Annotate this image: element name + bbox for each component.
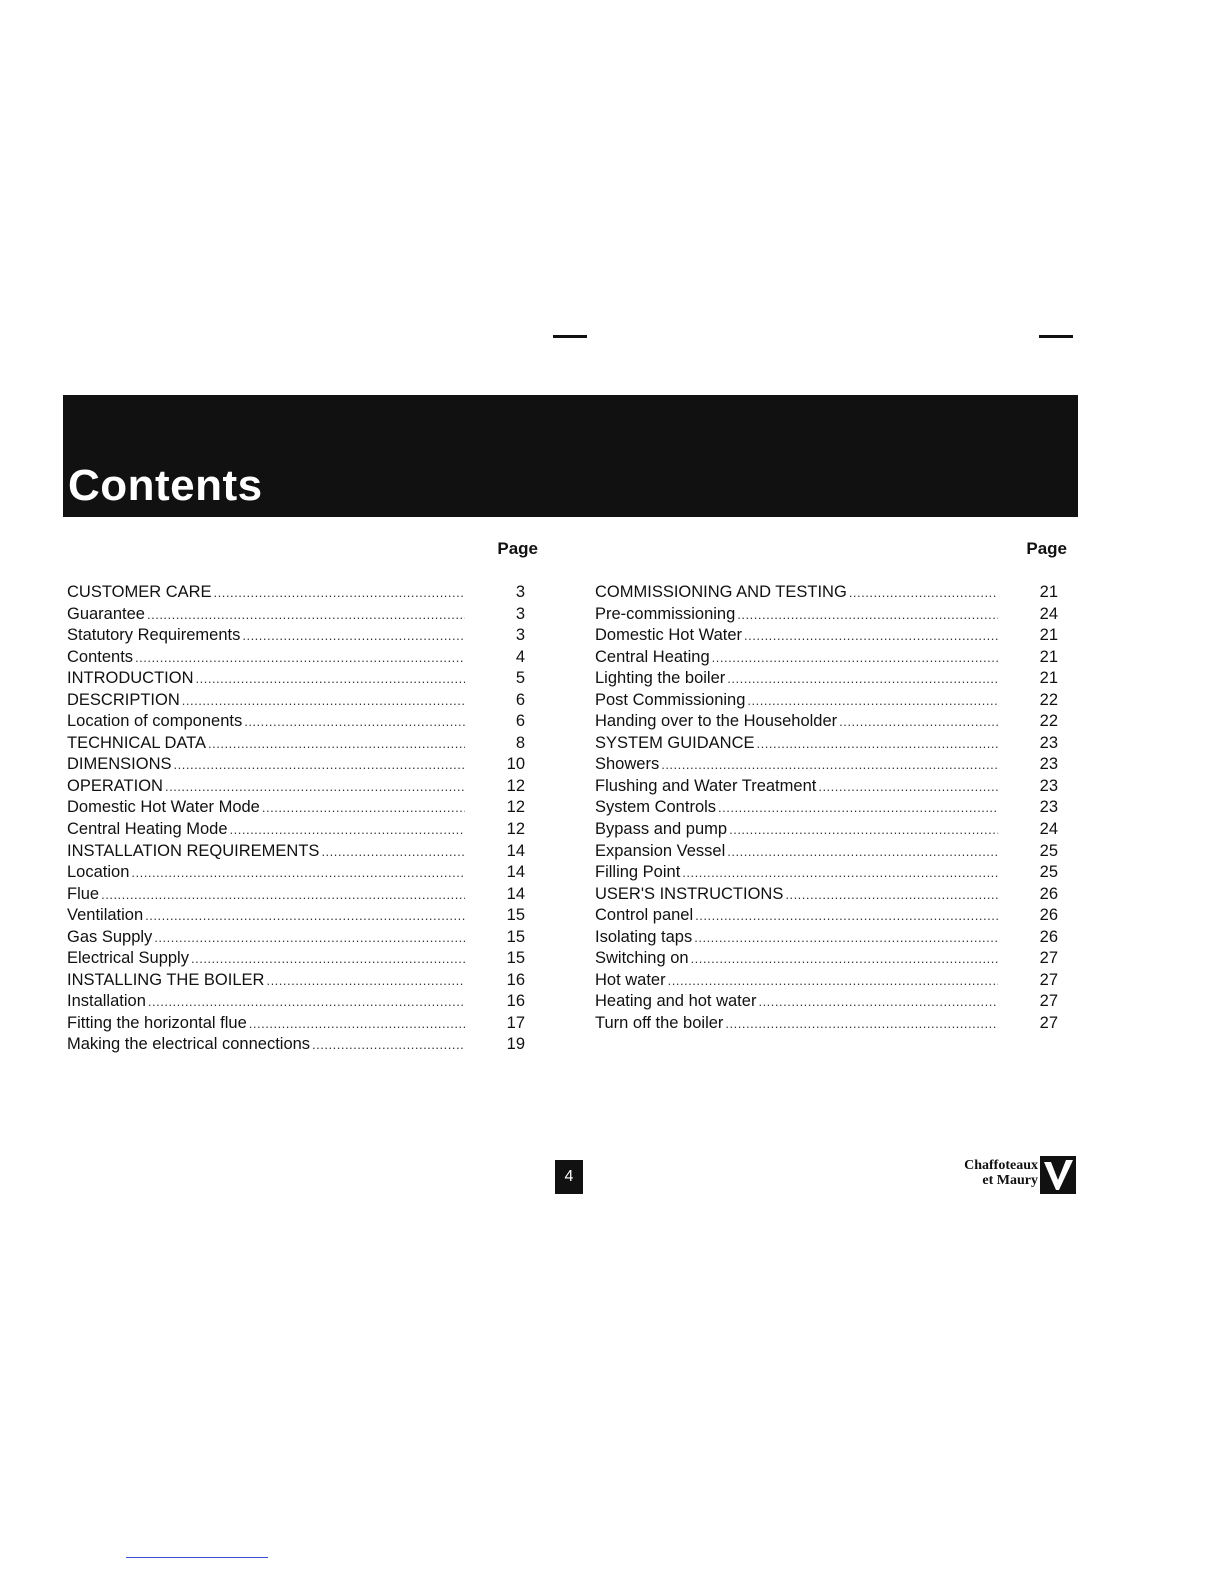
toc-entry-title: USER'S INSTRUCTIONS	[595, 884, 784, 903]
toc-entry-page: 25	[1039, 863, 1058, 882]
page-mark-left	[553, 335, 587, 338]
dot-leader	[244, 711, 465, 733]
toc-entry-title: Domestic Hot Water Mode	[67, 798, 260, 817]
toc-entry[interactable]	[595, 819, 1058, 841]
toc-entry-title: Flushing and Water Treatment	[595, 776, 817, 795]
toc-entry[interactable]	[595, 754, 1058, 776]
toc-entry[interactable]	[595, 991, 1058, 1013]
toc-entry[interactable]	[595, 625, 1058, 647]
dot-leader	[145, 905, 465, 927]
toc-entry-page: 10	[506, 755, 525, 774]
toc-entry-page: 6	[515, 712, 525, 731]
dot-leader	[661, 754, 998, 776]
toc-entry-page: 12	[506, 776, 525, 795]
toc-left-column	[67, 582, 525, 1056]
v-check-logo-icon	[1040, 1156, 1076, 1194]
toc-right-column	[595, 582, 1058, 1034]
toc-entry-title: Post Commissioning	[595, 690, 746, 709]
toc-entry[interactable]	[595, 797, 1058, 819]
toc-entry[interactable]	[67, 841, 525, 863]
toc-entry[interactable]	[67, 604, 525, 626]
toc-entry-title: Central Heating Mode	[67, 820, 228, 839]
toc-entry-title: Ventilation	[67, 906, 144, 925]
toc-entry-title: Showers	[595, 755, 660, 774]
toc-entry-page: 14	[506, 841, 525, 860]
dot-leader	[249, 1013, 465, 1035]
toc-entry-page: 16	[506, 970, 525, 989]
dot-leader	[230, 819, 465, 841]
toc-entry[interactable]	[595, 668, 1058, 690]
toc-entry-page: 14	[506, 863, 525, 882]
toc-entry-page: 24	[1039, 820, 1058, 839]
dot-leader	[165, 776, 465, 798]
logo-text-line1: Chaffoteaux	[964, 1158, 1038, 1173]
toc-entry-title: Pre-commissioning	[595, 604, 736, 623]
toc-entry[interactable]	[67, 711, 525, 733]
toc-entry[interactable]	[595, 647, 1058, 669]
dot-leader	[214, 582, 465, 604]
dot-leader	[737, 604, 998, 626]
dot-leader	[148, 991, 465, 1013]
toc-entry-title: INSTALLING THE BOILER	[67, 970, 265, 989]
toc-entry-title: Guarantee	[67, 604, 145, 623]
toc-entry-page: 21	[1039, 647, 1058, 666]
toc-entry[interactable]	[67, 797, 525, 819]
toc-entry-page: 25	[1039, 841, 1058, 860]
toc-entry-title: Installation	[67, 992, 146, 1011]
dot-leader	[849, 582, 998, 604]
toc-entry-title: TECHNICAL DATA	[67, 733, 207, 752]
toc-entry-title: Control panel	[595, 906, 694, 925]
logo-text-line2: et Maury	[982, 1173, 1038, 1188]
toc-entry-title: Domestic Hot Water	[595, 626, 743, 645]
toc-entry-page: 15	[506, 906, 525, 925]
toc-entry[interactable]	[67, 991, 525, 1013]
toc-entry-title: Location of components	[67, 712, 243, 731]
toc-entry-page: 23	[1039, 798, 1058, 817]
dot-leader	[757, 733, 998, 755]
toc-entry[interactable]	[595, 711, 1058, 733]
toc-entry-title: Flue	[67, 884, 100, 903]
toc-entry-page: 23	[1039, 755, 1058, 774]
toc-entry-page: 22	[1039, 690, 1058, 709]
toc-entry-page: 27	[1039, 992, 1058, 1011]
page-number: 4	[555, 1160, 583, 1194]
toc-entry-page: 4	[515, 647, 525, 666]
dot-leader	[691, 948, 998, 970]
dot-leader	[718, 797, 998, 819]
toc-entry[interactable]	[67, 668, 525, 690]
toc-entry-title: Lighting the boiler	[595, 669, 726, 688]
toc-entry-page: 22	[1039, 712, 1058, 731]
toc-entry-page: 12	[506, 798, 525, 817]
dot-leader	[208, 733, 465, 755]
toc-entry[interactable]	[67, 776, 525, 798]
dot-leader	[695, 905, 998, 927]
dot-leader	[682, 862, 998, 884]
dot-leader	[321, 841, 465, 863]
dot-leader	[747, 690, 998, 712]
toc-entry-page: 15	[506, 927, 525, 946]
toc-entry-page: 21	[1039, 626, 1058, 645]
dot-leader	[729, 819, 998, 841]
toc-entry-page: 8	[515, 733, 525, 752]
toc-entry-title: Isolating taps	[595, 927, 693, 946]
toc-entry-page: 3	[515, 604, 525, 623]
toc-entry-page: 24	[1039, 604, 1058, 623]
toc-entry[interactable]	[67, 690, 525, 712]
toc-entry-page: 27	[1039, 970, 1058, 989]
toc-entry[interactable]	[595, 927, 1058, 949]
dot-leader	[131, 862, 465, 884]
toc-entry[interactable]	[67, 948, 525, 970]
toc-entry-title: Expansion Vessel	[595, 841, 726, 860]
toc-entry-title: INSTALLATION REQUIREMENTS	[67, 841, 320, 860]
toc-entry[interactable]	[67, 862, 525, 884]
toc-entry-page: 26	[1039, 906, 1058, 925]
toc-entry[interactable]	[67, 884, 525, 906]
toc-entry[interactable]	[67, 582, 525, 604]
toc-entry-page: 26	[1039, 927, 1058, 946]
toc-entry-title: Central Heating	[595, 647, 710, 666]
toc-entry-page: 16	[506, 992, 525, 1011]
dot-leader	[135, 647, 465, 669]
page-mark-right	[1039, 335, 1073, 338]
toc-entry[interactable]	[67, 970, 525, 992]
toc-entry-title: Turn off the boiler	[595, 1013, 724, 1032]
toc-entry[interactable]	[595, 733, 1058, 755]
dot-leader	[818, 776, 998, 798]
toc-entry-page: 21	[1039, 669, 1058, 688]
toc-entry-title: Contents	[67, 647, 134, 666]
brand-logo	[940, 1156, 1076, 1196]
toc-entry[interactable]	[67, 625, 525, 647]
toc-entry-page: 27	[1039, 1013, 1058, 1032]
toc-entry[interactable]	[595, 862, 1058, 884]
dot-leader	[147, 604, 465, 626]
dot-leader	[725, 1013, 998, 1035]
dot-leader	[694, 927, 998, 949]
toc-entry-page: 19	[506, 1035, 525, 1054]
toc-entry[interactable]	[67, 819, 525, 841]
dot-leader	[727, 668, 998, 690]
page-column-header-left: Page	[497, 539, 538, 558]
toc-entry-page: 15	[506, 949, 525, 968]
dot-leader	[101, 884, 465, 906]
toc-entry-page: 23	[1039, 733, 1058, 752]
toc-entry[interactable]	[67, 905, 525, 927]
toc-entry[interactable]	[595, 884, 1058, 906]
toc-entry[interactable]	[595, 582, 1058, 604]
dot-leader	[266, 970, 465, 992]
dot-leader	[839, 711, 998, 733]
page-title: Contents	[68, 461, 263, 510]
toc-entry-title: Making the electrical connections	[67, 1035, 311, 1054]
dot-leader	[712, 647, 998, 669]
dot-leader	[174, 754, 465, 776]
toc-entry-page: 27	[1039, 949, 1058, 968]
toc-entry[interactable]	[595, 841, 1058, 863]
dot-leader	[785, 884, 998, 906]
title-banner	[63, 395, 1078, 517]
dot-leader	[191, 948, 465, 970]
toc-entry-title: Heating and hot water	[595, 992, 757, 1011]
toc-entry-title: Gas Supply	[67, 927, 153, 946]
toc-entry[interactable]	[67, 1034, 525, 1056]
toc-entry[interactable]	[67, 754, 525, 776]
toc-entry-page: 26	[1039, 884, 1058, 903]
toc-entry-page: 3	[515, 626, 525, 645]
toc-entry-title: CUSTOMER CARE	[67, 583, 212, 601]
dot-leader	[668, 970, 998, 992]
toc-entry-page: 3	[515, 583, 525, 601]
toc-entry-title: OPERATION	[67, 776, 163, 795]
toc-entry-title: DIMENSIONS	[67, 755, 172, 774]
toc-entry-title: Location	[67, 863, 130, 882]
toc-entry-title: Electrical Supply	[67, 949, 189, 968]
toc-entry-page: 12	[506, 820, 525, 839]
toc-entry-title: Bypass and pump	[595, 820, 728, 839]
footer-rule	[126, 1557, 268, 1558]
toc-entry[interactable]	[595, 905, 1058, 927]
toc-entry-page: 5	[515, 669, 525, 688]
toc-entry[interactable]	[67, 733, 525, 755]
toc-entry-title: INTRODUCTION	[67, 669, 194, 688]
dot-leader	[312, 1034, 465, 1056]
toc-entry[interactable]	[595, 604, 1058, 626]
toc-entry-page: 14	[506, 884, 525, 903]
toc-entry-title: DESCRIPTION	[67, 690, 180, 709]
dot-leader	[744, 625, 998, 647]
toc-entry[interactable]	[595, 970, 1058, 992]
dot-leader	[242, 625, 465, 647]
toc-entry[interactable]	[595, 690, 1058, 712]
dot-leader	[196, 668, 466, 690]
toc-entry-page: 21	[1039, 583, 1058, 601]
toc-entry-title: Handing over to the Householder	[595, 712, 838, 731]
dot-leader	[154, 927, 465, 949]
toc-entry[interactable]	[67, 927, 525, 949]
toc-entry[interactable]	[595, 776, 1058, 798]
dot-leader	[262, 797, 465, 819]
toc-entry-title: System Controls	[595, 798, 717, 817]
toc-entry-title: Fitting the horizontal flue	[67, 1013, 247, 1032]
toc-entry-title: Filling Point	[595, 863, 681, 882]
toc-entry-title: Statutory Requirements	[67, 626, 241, 645]
toc-entry-page: 23	[1039, 776, 1058, 795]
toc-entry-title: Switching on	[595, 949, 689, 968]
toc-entry[interactable]	[595, 948, 1058, 970]
toc-entry-title: COMMISSIONING AND TESTING	[595, 583, 847, 601]
dot-leader	[758, 991, 998, 1013]
toc-entry-page: 6	[515, 690, 525, 709]
toc-entry[interactable]	[67, 1013, 525, 1035]
dot-leader	[182, 690, 465, 712]
page-column-header-right: Page	[1026, 539, 1067, 558]
toc-entry-title: SYSTEM GUIDANCE	[595, 733, 755, 752]
toc-entry-page: 17	[506, 1013, 525, 1032]
toc-entry-title: Hot water	[595, 970, 666, 989]
toc-entry[interactable]	[67, 647, 525, 669]
dot-leader	[727, 841, 998, 863]
toc-entry[interactable]	[595, 1013, 1058, 1035]
